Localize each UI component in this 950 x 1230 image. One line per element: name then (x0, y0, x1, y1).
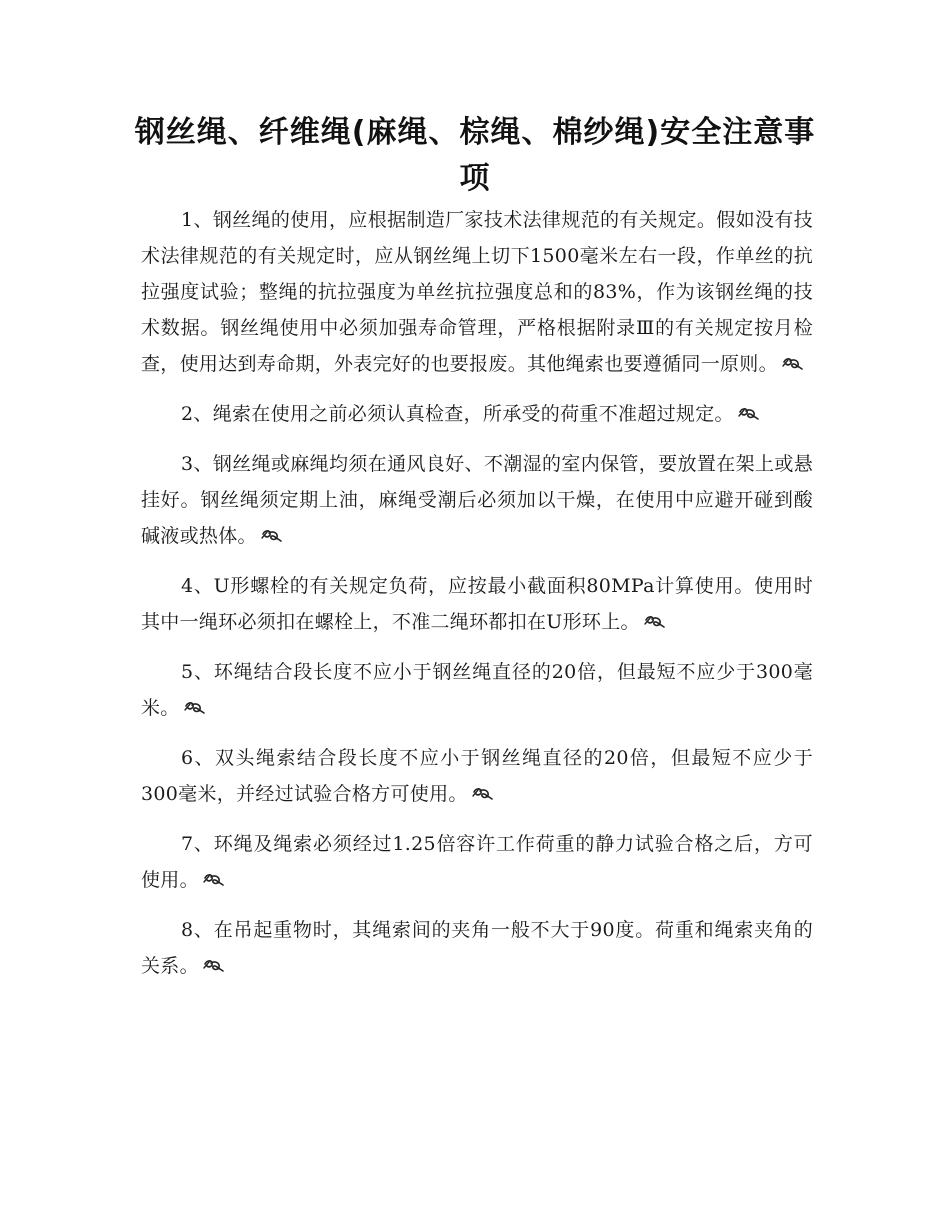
paragraph-text: 4、U形螺栓的有关规定负荷，应按最小截面积80MPa计算使用。使用时其中一绳环必须扣在螺栓上，不准二绳环都扣在U形环上。 (141, 575, 813, 633)
paragraph-2 (141, 396, 813, 432)
paragraph-mark-icon (184, 701, 206, 715)
document-title: 钢丝绳、纤维绳(麻绳、棕绳、棉纱绳)安全注意事项 (134, 115, 816, 196)
paragraph-5 (141, 654, 813, 726)
paragraph-mark-icon (644, 615, 666, 629)
paragraph-4 (141, 568, 813, 640)
paragraph-text: 1、钢丝绳的使用，应根据制造厂家技术法律规范的有关规定。假如没有技术法律规范的有关规定时，应从钢丝绳上切下1500毫米左右一段，作单丝的抗拉强度试验；整绳的抗拉强度为单丝抗拉强度总和的83%，作为该钢丝绳的技术数据。钢丝绳使用中必须加强寿命管理，严格根据附录Ⅲ的有关规定按月检查，使用达到寿命期，外表完好的也要报废。其他绳索也要遵循同一原则。 (141, 209, 813, 375)
paragraph-text: 3、钢丝绳或麻绳均须在通风良好、不潮湿的室内保管，要放置在架上或悬挂好。钢丝绳须定期上油，麻绳受潮后必须加以干燥，在使用中应避开碰到酸碱液或热体。 (141, 453, 813, 547)
paragraph-mark-icon (203, 959, 225, 973)
paragraph-text: 5、环绳结合段长度不应小于钢丝绳直径的20倍，但最短不应少于300毫米。 (141, 661, 813, 719)
paragraph-3 (141, 446, 813, 554)
paragraph-6 (141, 740, 813, 812)
document-body (141, 202, 813, 998)
paragraph-text: 6、双头绳索结合段长度不应小于钢丝绳直径的20倍，但最短不应少于300毫米，并经过试验合格方可使用。 (141, 747, 813, 805)
paragraph-mark-icon (472, 787, 494, 801)
paragraph-mark-icon (261, 529, 283, 543)
paragraph-8 (141, 912, 813, 984)
paragraph-text: 2、绳索在使用之前必须认真检查，所承受的荷重不准超过规定。 (181, 403, 734, 425)
paragraph-mark-icon (738, 407, 760, 421)
paragraph-text: 8、在吊起重物时，其绳索间的夹角一般不大于90度。荷重和绳索夹角的关系。 (141, 919, 813, 977)
paragraph-mark-icon (782, 357, 804, 371)
paragraph-7 (141, 826, 813, 898)
paragraph-mark-icon (203, 873, 225, 887)
paragraph-text: 7、环绳及绳索必须经过1.25倍容许工作荷重的静力试验合格之后，方可使用。 (141, 833, 813, 891)
paragraph-1 (141, 202, 813, 382)
